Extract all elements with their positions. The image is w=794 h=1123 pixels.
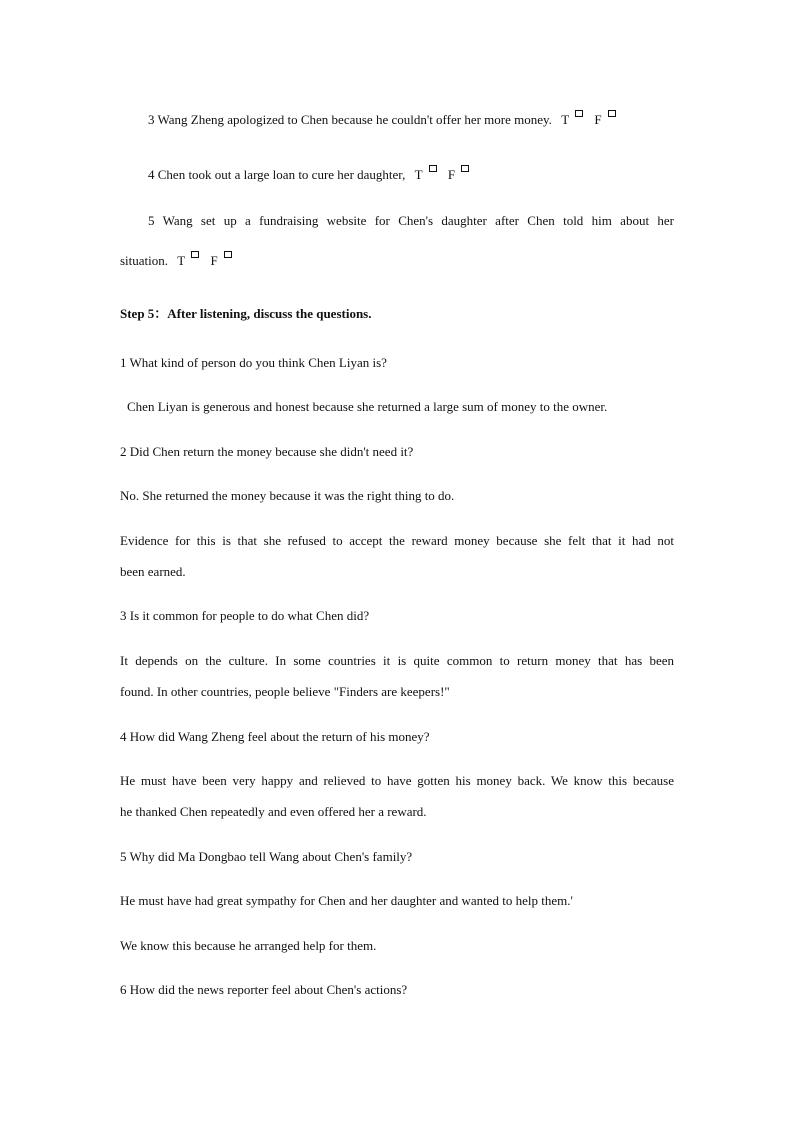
true-label: T — [177, 253, 186, 268]
checkbox-icon[interactable] — [461, 165, 469, 172]
true-label: T — [414, 167, 423, 182]
question-1: 1 What kind of person do you think Chen Liyan is? — [120, 355, 387, 370]
tf-question-3 — [148, 110, 674, 128]
answer-5-line1: He must have had great sympathy for Chen and her daughter and wanted to help them.' — [120, 893, 573, 908]
tf-question-4-text: 4 Chen took out a large loan to cure her daughter, — [148, 167, 406, 182]
false-label: F — [210, 253, 218, 268]
question-2: 2 Did Chen return the money because she didn't need it? — [120, 444, 414, 459]
question-3: 3 Is it common for people to do what Chen did? — [120, 608, 370, 623]
answer-2-evidence-line2: been earned. — [120, 564, 186, 579]
answer-3-line1: It depends on the culture. In some countries it is quite common to return money that has been — [120, 653, 674, 668]
true-label: T — [561, 112, 570, 127]
tf-question-5-line1: 5 Wang set up a fundraising website for Chen's daughter after Chen told him about her — [148, 213, 674, 228]
answer-4-line1: He must have been very happy and relieved to have gotten his money back. We know this because — [120, 773, 674, 788]
answer-4-line2: he thanked Chen repeatedly and even offered her a reward. — [120, 804, 427, 819]
step5-heading: Step 5：After listening, discuss the questions. — [120, 306, 372, 321]
false-label: F — [594, 112, 602, 127]
false-label: F — [447, 167, 456, 182]
tf-question-4 — [148, 165, 674, 183]
answer-2-evidence-line1: Evidence for this is that she refused to accept the reward money because she felt that it had not — [120, 533, 674, 548]
tf-question-5-line2 — [120, 251, 674, 269]
checkbox-icon[interactable] — [429, 165, 437, 172]
tf-question-5-text: situation. — [120, 253, 169, 268]
question-5: 5 Why did Ma Dongbao tell Wang about Chen's family? — [120, 849, 413, 864]
question-6: 6 How did the news reporter feel about Chen's actions? — [120, 982, 408, 997]
tf-question-3-text: 3 Wang Zheng apologized to Chen because he couldn't offer her more money. — [148, 112, 552, 127]
question-4: 4 How did Wang Zheng feel about the return of his money? — [120, 729, 430, 744]
answer-5-line2: We know this because he arranged help for them. — [120, 938, 377, 953]
checkbox-icon[interactable] — [224, 251, 232, 258]
checkbox-icon[interactable] — [575, 110, 583, 117]
answer-3-line2: found. In other countries, people believe "Finders are keepers!" — [120, 684, 450, 699]
checkbox-icon[interactable] — [608, 110, 616, 117]
checkbox-icon[interactable] — [191, 251, 199, 258]
answer-2-line1: No. She returned the money because it was the right thing to do. — [120, 488, 455, 503]
answer-1: Chen Liyan is generous and honest because she returned a large sum of money to the owner. — [127, 399, 608, 414]
